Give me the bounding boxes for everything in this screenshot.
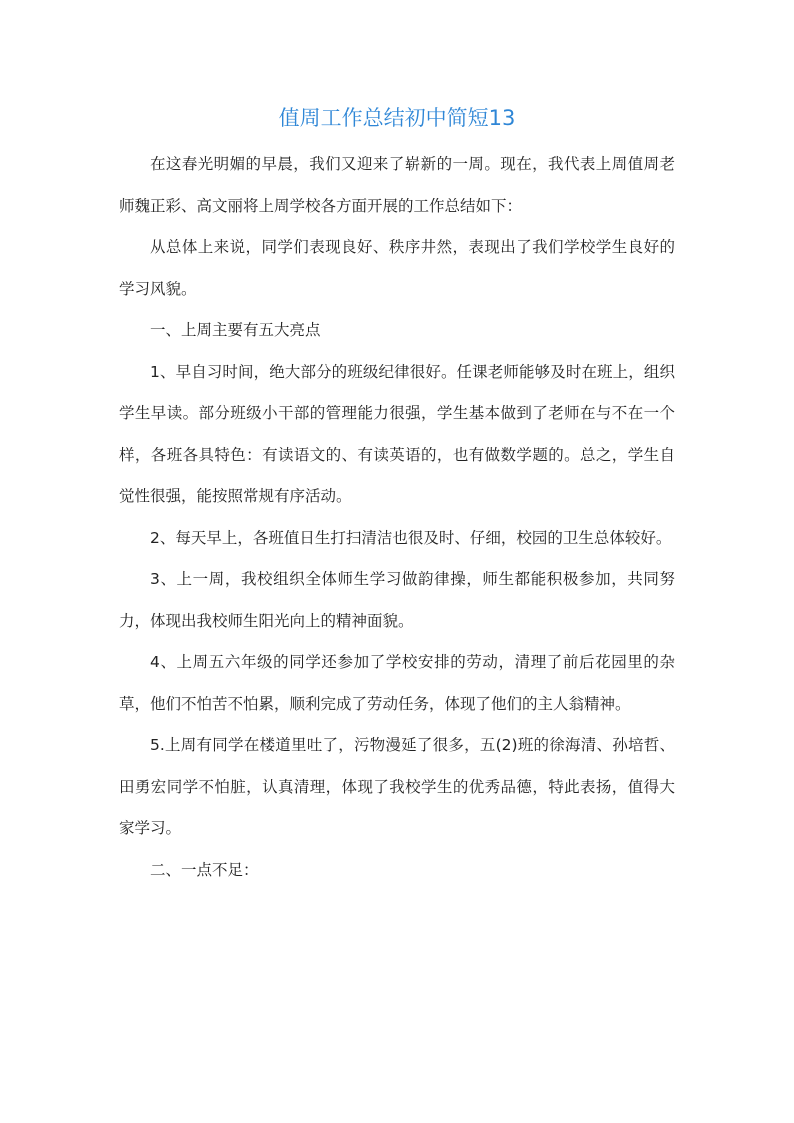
section-heading-shortcomings: 二、一点不足：: [150, 860, 259, 879]
paragraph-item-4: 4、上周五六年级的同学还参加了学校安排的劳动，清理了前后花园里的杂草，他们不怕苦不怕累，顺利完成了劳动任务，体现了他们的主人翁精神。: [119, 653, 675, 713]
document-title: 值周工作总结初中简短13: [278, 106, 516, 130]
paragraph-item-5: 5.上周有同学在楼道里吐了，污物漫延了很多，五(2)班的徐海清、孙培哲、田勇宏同学不怕脏，认真清理，体现了我校学生的优秀品德，特此表扬，值得大家学习。: [119, 736, 675, 837]
section-heading-highlights: 一、上周主要有五大亮点: [150, 321, 321, 339]
paragraph-item-3: 3、上一周，我校组织全体师生学习做韵律操，师生都能积极参加，共同努力，体现出我校师生阳光向上的精神面貌。: [119, 570, 675, 630]
paragraph-overall: 从总体上来说，同学们表现良好、秩序井然，表现出了我们学校学生良好的学习风貌。: [119, 238, 675, 298]
paragraph-intro: 在这春光明媚的早晨，我们又迎来了崭新的一周。现在，我代表上周值周老师魏正彩、高文丽将上周学校各方面开展的工作总结如下：: [119, 155, 675, 215]
paragraph-item-2: 2、每天早上，各班值日生打扫清洁也很及时、仔细，校园的卫生总体较好。: [150, 528, 672, 547]
document-body: [119, 144, 675, 891]
paragraph-item-1: 1、早自习时间，绝大部分的班级纪律很好。任课老师能够及时在班上，组织学生早读。部分班级小干部的管理能力很强，学生基本做到了老师在与不在一个样，各班各具特色：有读语文的、有读英语的，也有做数学题的。总之，学生自觉性很强，能按照常规有序活动。: [119, 362, 675, 505]
